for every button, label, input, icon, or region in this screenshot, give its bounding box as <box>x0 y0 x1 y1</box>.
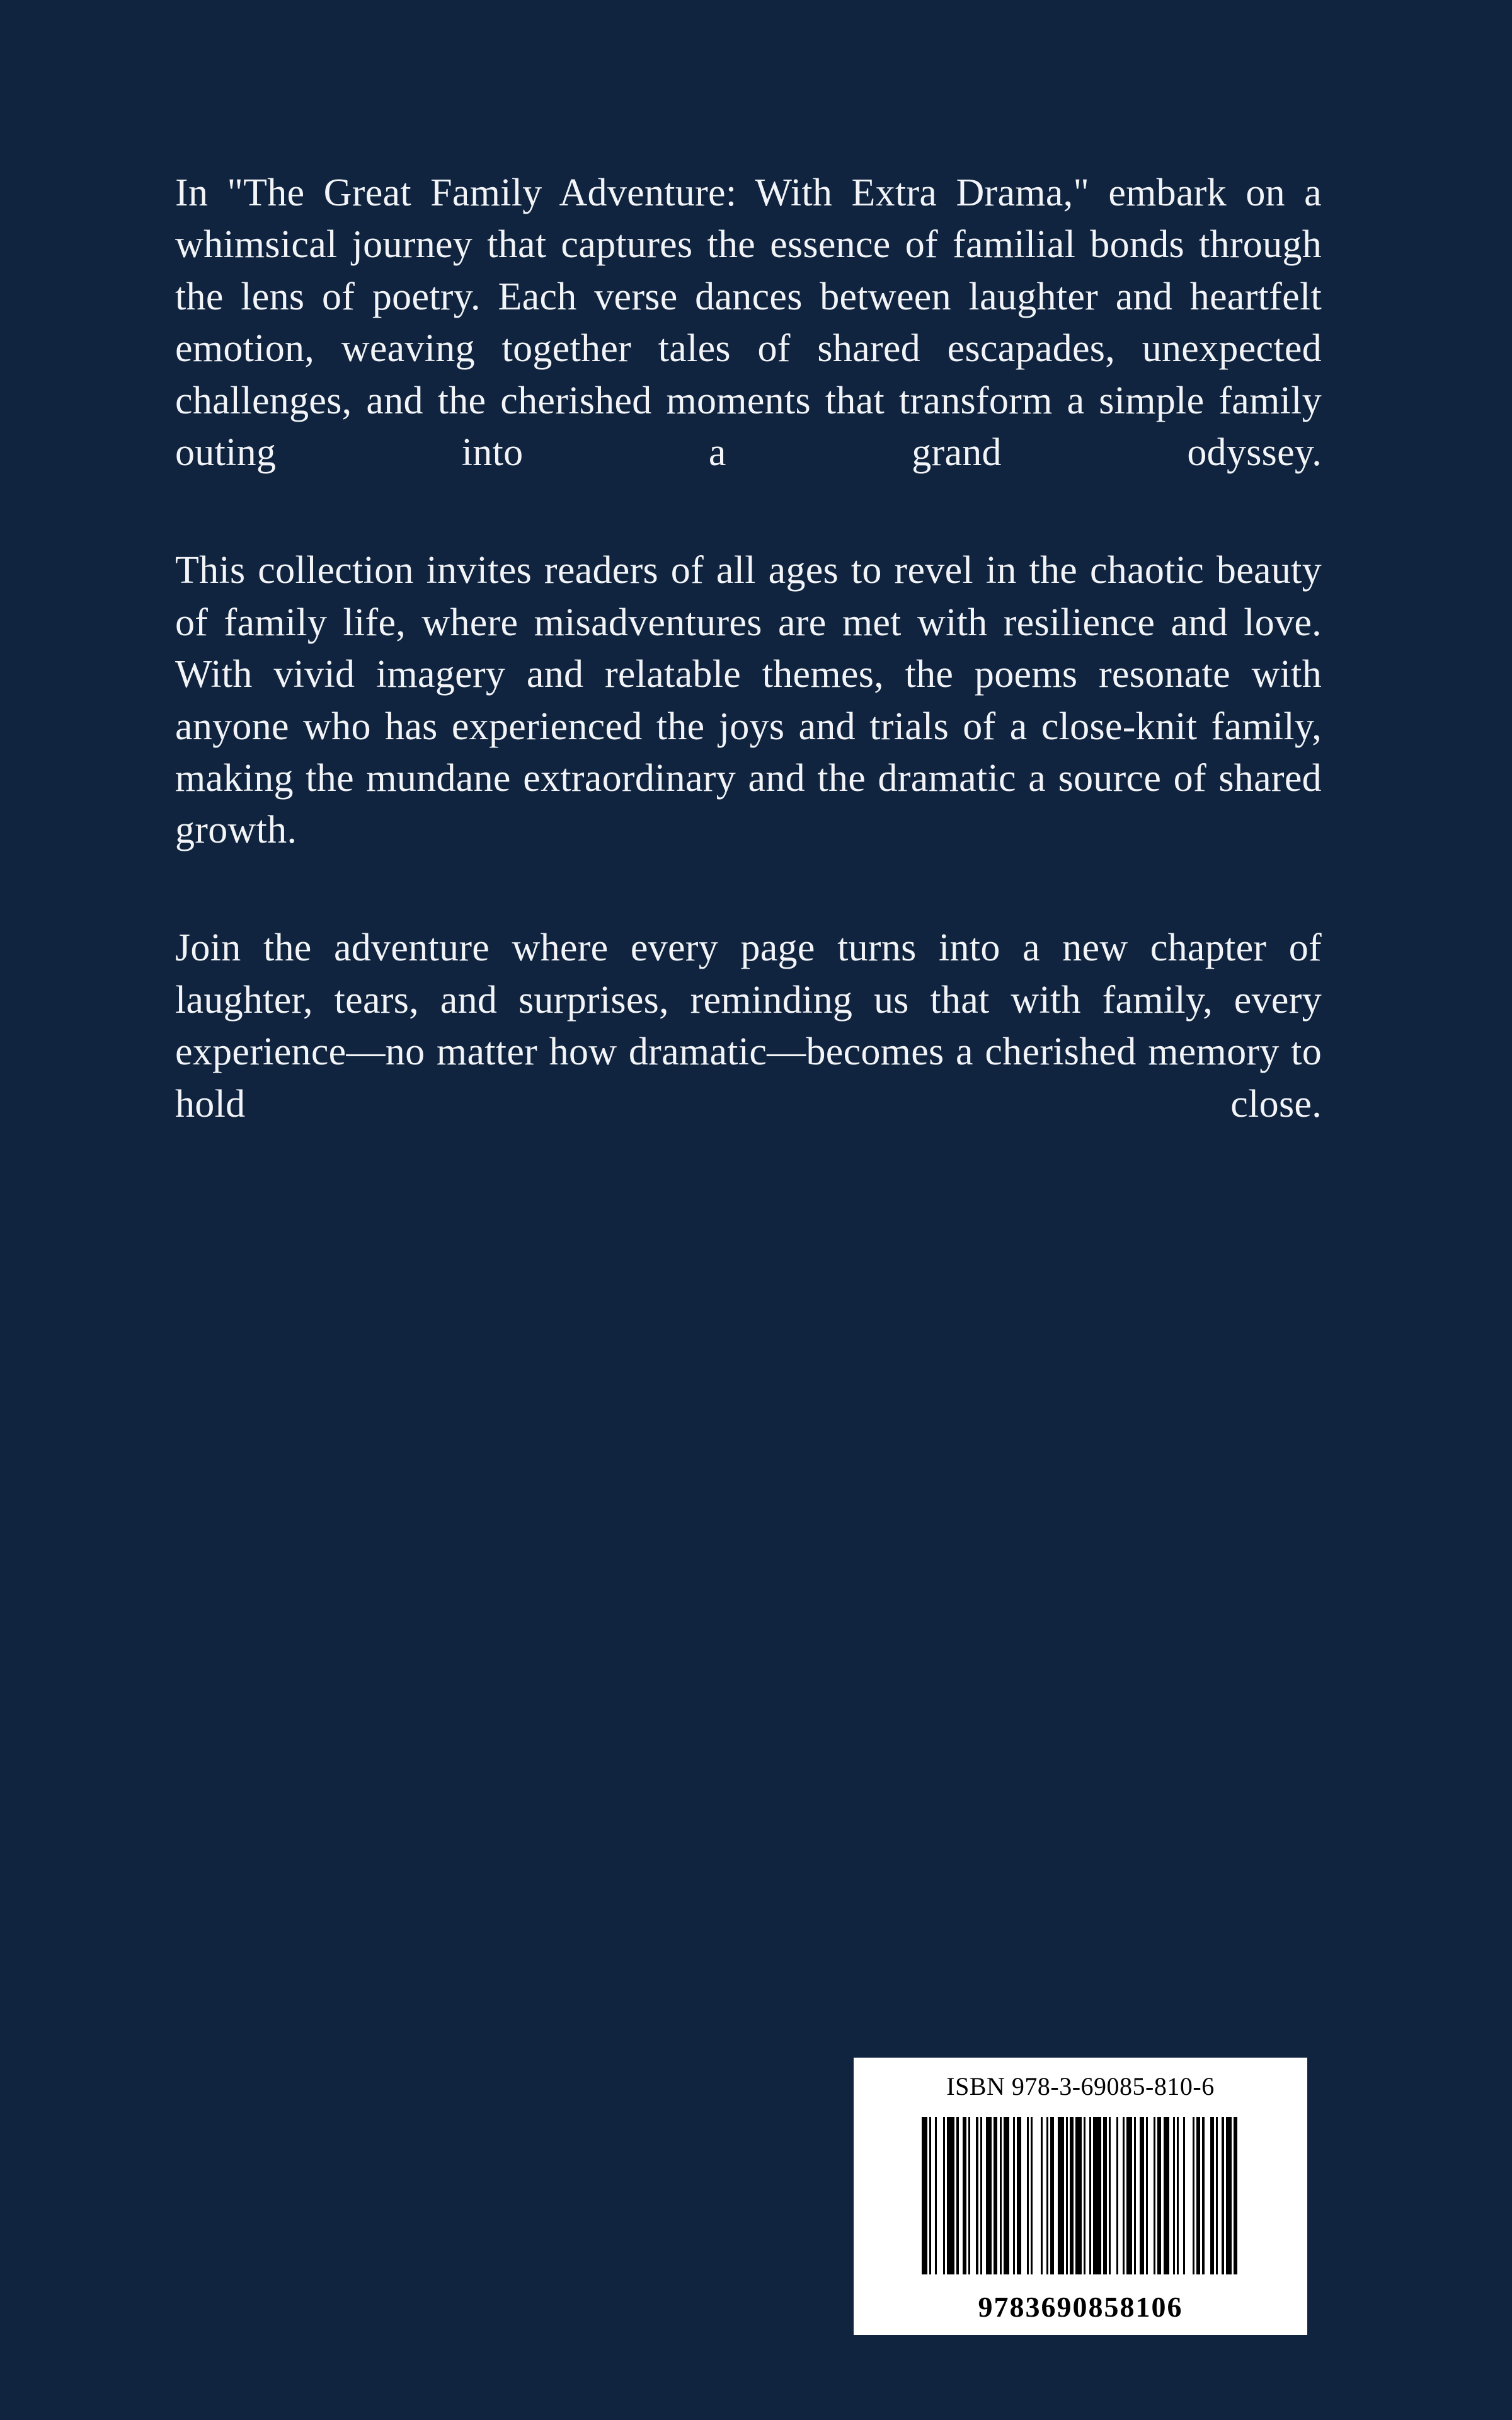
blurb-paragraph-2: This collection invites readers of all ages to revel in the chaotic beauty of family life, where misadventures are met with resilience and love. With vivid imagery and relatable themes, the poems resonate with anyone who has experienced the joys and trials of a close-knit family, making the mundane extraordinary and the dramatic a source of shared growth. <box>175 549 1322 852</box>
blurb-paragraph-3: Join the adventure where every page turns into a new chapter of laughter, tears, and surprises, reminding us that with family, every experience—no matter how dramatic—becomes a cherished memory to hold close. <box>175 926 1322 1126</box>
isbn-label: ISBN 978-3-69085-810-6 <box>946 2072 1215 2100</box>
blurb-text-block <box>175 167 1322 1182</box>
isbn-number: 9783690858106 <box>978 2291 1183 2323</box>
barcode-graphic <box>885 2117 1276 2274</box>
blurb-paragraph-1: In "The Great Family Adventure: With Extra Drama," embark on a whimsical journey that captures the essence of familial bonds through the lens of poetry. Each verse dances between laughter and heartfelt emotion, weaving together tales of shared escapades, unexpected challenges, and the cherished moments that transform a simple family outing into a grand odyssey. <box>175 171 1322 475</box>
isbn-barcode-block <box>854 2058 1307 2335</box>
